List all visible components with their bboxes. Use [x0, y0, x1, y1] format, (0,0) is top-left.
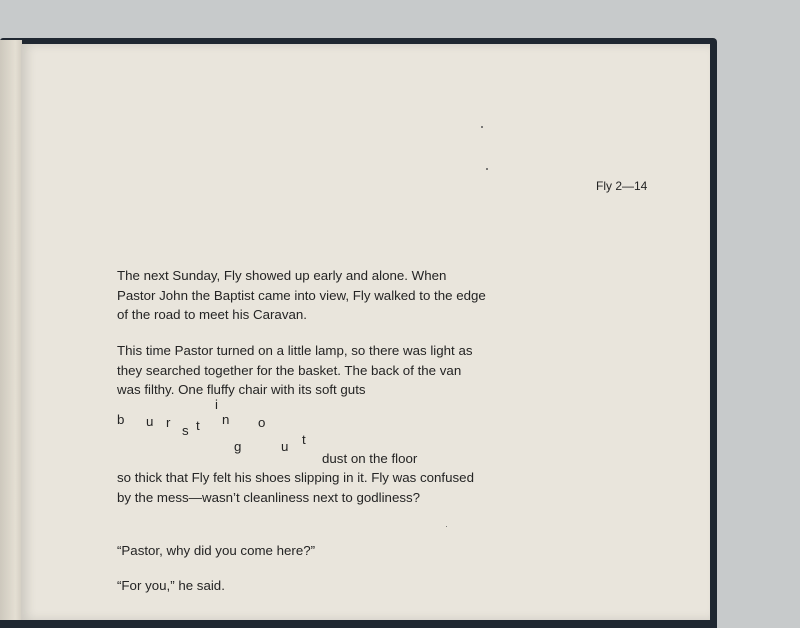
scattered-letter: o [258, 415, 266, 430]
left-page-edge [0, 40, 22, 620]
scattered-letter: i [215, 397, 218, 412]
paragraph-2-tail: dust on the floor [322, 451, 418, 466]
scattered-letter: n [222, 412, 230, 427]
scattered-letter: t [302, 432, 306, 447]
scattered-letter: u [146, 414, 154, 429]
paper-speck [481, 126, 483, 128]
paragraph-1: The next Sunday, Fly showed up early and alone. When Pastor John the Baptist came into view, Fly walked to the edge of the road to meet his Caravan. [117, 268, 486, 322]
scattered-letter: s [182, 423, 189, 438]
paper-speck [486, 168, 488, 170]
page-number: Fly 2—14 [596, 179, 648, 193]
scattered-letter: t [196, 418, 200, 433]
scattered-letter: g [234, 439, 242, 454]
book-page [21, 44, 710, 620]
paper-speck [446, 526, 447, 527]
paragraph-2: This time Pastor turned on a little lamp, so there was light as they searched together for the basket. The back of the van was filthy. One fluffy chair with its soft guts [117, 343, 473, 397]
scattered-letter: r [166, 415, 171, 430]
scattered-letter: u [281, 439, 289, 454]
paragraph-3: so thick that Fly felt his shoes slipping in it. Fly was confused by the mess—wasn’t cleanliness next to godliness? [117, 470, 474, 505]
paragraph-4: “Pastor, why did you come here?” [117, 543, 316, 558]
paragraph-5: “For you,” he said. [117, 578, 225, 593]
scattered-letter: b [117, 412, 125, 427]
